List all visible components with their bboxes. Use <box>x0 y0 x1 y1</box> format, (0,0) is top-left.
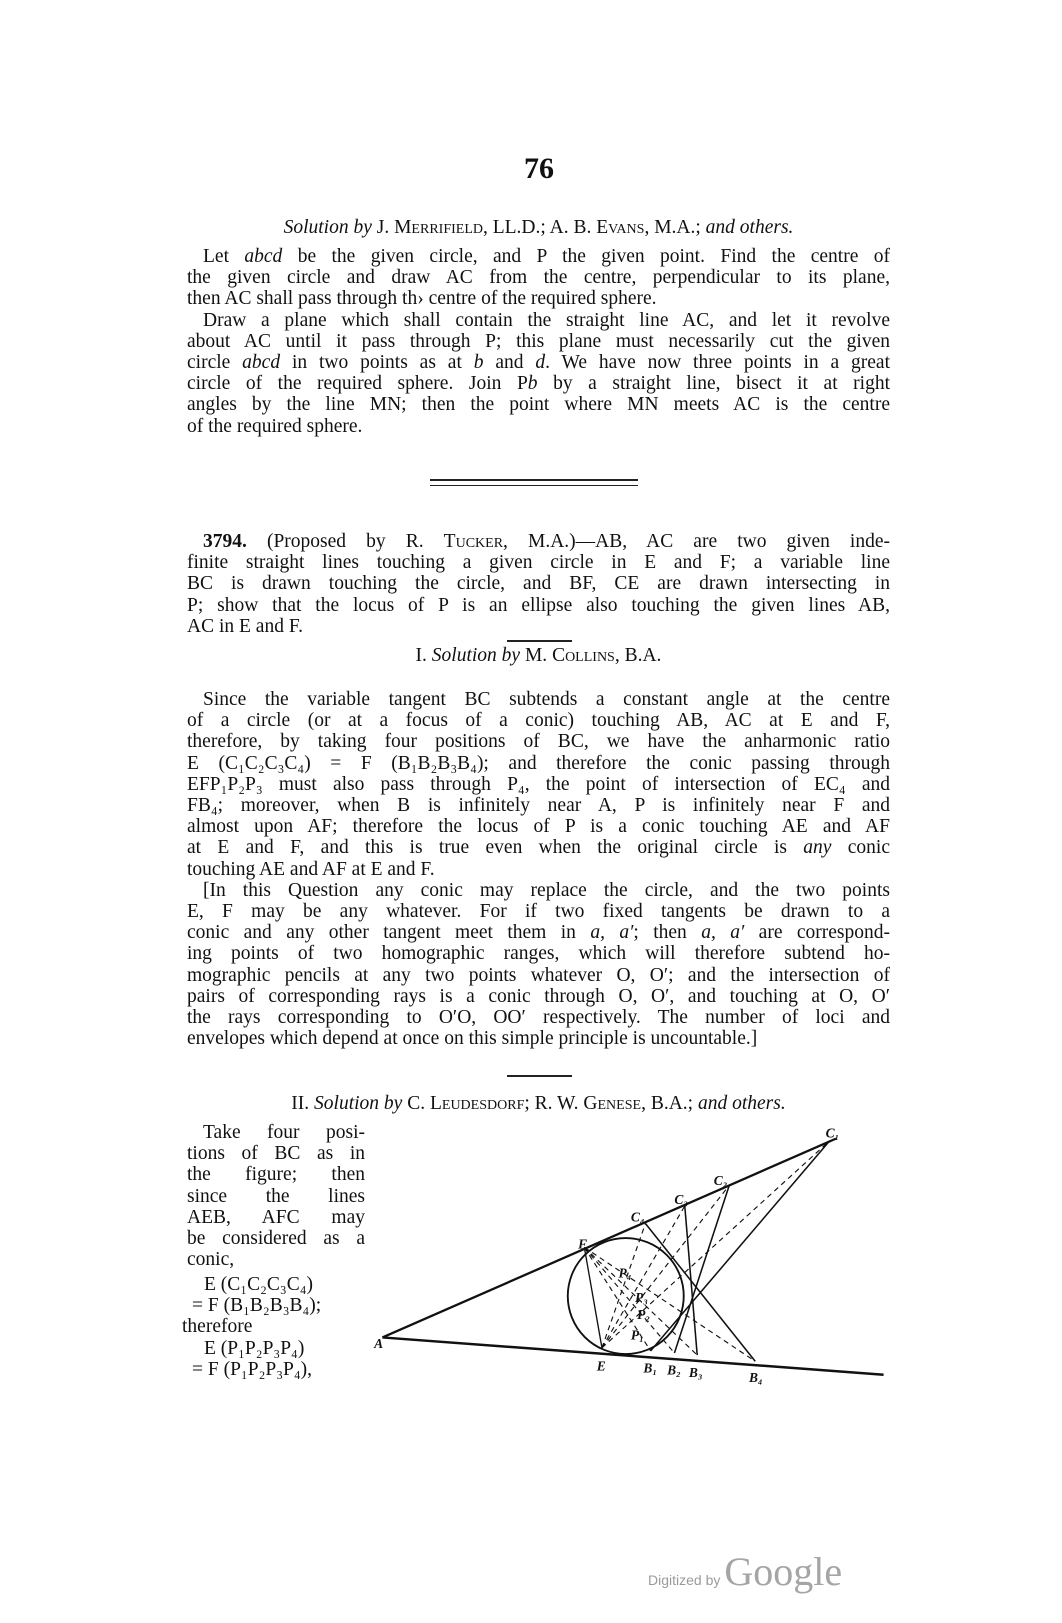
label-B4: B₄ <box>748 1369 763 1385</box>
text-line <box>187 1186 365 1207</box>
text-segment: Merrifield <box>394 217 483 238</box>
text-line <box>187 246 890 267</box>
text-segment: by a straight line, bisect it at right <box>537 373 890 395</box>
text-segment: [In this Question any conic may replace the circle, and the two points <box>203 879 890 901</box>
text-segment: Tucker <box>443 531 504 552</box>
watermark-prefix: Digitized by <box>648 1572 721 1588</box>
text-segment: any <box>803 837 832 859</box>
text-line <box>187 595 890 616</box>
text-line <box>187 880 890 901</box>
line-AFC <box>382 1139 836 1338</box>
text-segment: 3794. <box>203 531 247 552</box>
text-line <box>187 331 890 352</box>
text-segment: Draw a plane which shall contain the straight line AC, and let it revolve <box>203 309 890 331</box>
text-segment: Solution by <box>314 1093 403 1114</box>
text-line <box>187 352 890 373</box>
equations <box>182 1274 382 1380</box>
text-line <box>187 1143 365 1164</box>
text-segment: E (C₁C₂C₃C₄) = F (B₁B₂B₃B₄); and therefore the conic passing through <box>187 752 890 774</box>
label-F: F <box>578 1236 588 1252</box>
label-P4: P₄ <box>618 1265 632 1281</box>
text-segment: EFP₁P₂P₃ must also pass through P₄, the point of intersection of EC₄ and <box>187 773 890 795</box>
text-line <box>187 731 890 752</box>
text-line <box>187 1164 365 1185</box>
label-B2: B₂ <box>667 1362 681 1378</box>
text-line <box>187 1249 365 1270</box>
text-line <box>187 710 890 731</box>
text-segment: a, a′ <box>590 922 634 944</box>
text-segment: in two points as at <box>280 352 474 374</box>
label-C4: C₄ <box>630 1209 645 1225</box>
text-line <box>187 795 890 816</box>
label-C1: C₁ <box>825 1125 840 1141</box>
text-segment: Solution by <box>283 217 372 238</box>
text-segment: a, a′ <box>701 922 745 944</box>
text-segment: , B.A.; <box>641 1093 698 1114</box>
text-segment: . We have now three points in a great <box>545 352 890 374</box>
question-3794 <box>187 531 890 637</box>
text-segment: touching AE and AF at E and F. <box>187 858 435 880</box>
text-segment: P; show that the locus of P is an ellipse also touching the given lines AB, <box>187 594 890 616</box>
text-segment: and <box>483 352 536 374</box>
solution-heading-collins <box>187 645 890 666</box>
text-line <box>187 267 890 288</box>
solution-body-collins <box>187 689 890 1049</box>
text-line <box>187 965 890 986</box>
text-segment: tions of BC as in <box>187 1143 365 1165</box>
text-segment: b <box>527 373 538 395</box>
text-line <box>187 310 890 331</box>
text-segment: b <box>473 352 484 374</box>
text-segment: circle of the required sphere. Join P <box>187 373 528 395</box>
text-segment: Solution by <box>431 645 521 666</box>
text-line <box>187 394 890 415</box>
text-segment: of a circle (or at a focus of a conic) touching AB, AC at E and F, <box>187 710 890 732</box>
label-P1: P₁ <box>630 1327 644 1343</box>
text-segment: (Proposed by R. <box>246 531 444 552</box>
digitized-by-google-watermark <box>648 1548 842 1595</box>
label-P3: P₃ <box>635 1290 648 1306</box>
equation-line: = F (P₁P₂P₃P₄), <box>192 1358 313 1380</box>
text-line <box>187 1122 365 1143</box>
text-line <box>187 901 890 922</box>
text-segment: I. <box>415 645 432 666</box>
text-segment: BC is drawn touching the circle, and BF, CE are drawn intersecting in <box>187 573 890 595</box>
text-segment: M. <box>520 645 553 666</box>
equation-line: E (C₁C₂C₃C₄) <box>204 1274 313 1295</box>
text-line <box>187 943 890 964</box>
text-segment: Take four posi- <box>203 1122 365 1143</box>
text-segment: circle <box>187 352 243 374</box>
text-segment: AEB, AFC may <box>187 1206 365 1228</box>
text-segment: the figure; then <box>187 1164 365 1186</box>
text-line <box>187 573 890 594</box>
text-segment: conic <box>831 837 890 859</box>
text-segment: , M.A.)—AB, AC are two given inde- <box>503 531 890 552</box>
text-segment: angles by the line MN; then the point where MN meets AC is the centre <box>187 394 890 416</box>
text-segment: therefore, by taking four positions of BC, we have the anharmonic ratio <box>187 731 890 753</box>
text-line <box>187 531 890 552</box>
text-line <box>187 816 890 837</box>
text-segment: ; R. W. <box>524 1093 584 1114</box>
page-number: 76 <box>524 152 554 185</box>
line-FE <box>584 1247 602 1347</box>
text-line <box>187 774 890 795</box>
text-line <box>187 1007 890 1028</box>
google-logo: Google <box>724 1549 843 1594</box>
text-line <box>187 859 890 880</box>
label-C2: C₂ <box>713 1173 728 1189</box>
label-E: E <box>596 1358 606 1374</box>
text-segment: , B.A. <box>614 645 662 666</box>
text-segment: Collins <box>552 645 615 666</box>
text-segment: conic, <box>187 1249 235 1271</box>
text-segment: Since the variable tangent BC subtends a constant angle at the centre <box>203 689 890 710</box>
tangent-B1C1 <box>651 1141 830 1351</box>
geometric-figure <box>373 1120 893 1412</box>
text-segment: of the required sphere. <box>187 415 363 437</box>
label-B1: B₁ <box>643 1360 658 1376</box>
solution-heading-merrifield <box>187 217 890 238</box>
text-line <box>187 1228 365 1249</box>
text-segment: be the given circle, and P the given point. Find the centre of <box>282 246 891 267</box>
text-segment: and others. <box>697 1093 786 1114</box>
text-segment: d <box>535 352 546 374</box>
section-divider-thin <box>430 485 638 486</box>
text-line <box>187 837 890 858</box>
text-line <box>187 1028 890 1049</box>
line-AEB <box>382 1337 883 1374</box>
text-segment: abcd <box>242 352 281 374</box>
text-line <box>187 753 890 774</box>
text-line <box>187 616 890 637</box>
text-segment: Leudesdorf <box>429 1093 525 1114</box>
text-segment: mographic pencils at any two points whatever O, O′; and the intersection of <box>187 964 890 986</box>
label-C3: C₃ <box>674 1191 689 1207</box>
text-segment: , M.A.; <box>644 217 706 238</box>
text-segment: Let <box>203 246 245 267</box>
equation-line: therefore <box>182 1316 253 1338</box>
text-line <box>187 986 890 1007</box>
text-segment: AC in E and F. <box>187 615 303 637</box>
text-segment: pairs of corresponding rays is a conic through O, O′, and touching at O, O′ <box>187 985 890 1007</box>
text-segment: almost upon AF; therefore the locus of P is a conic touching AE and AF <box>187 816 890 838</box>
text-segment: abcd <box>244 246 283 267</box>
heading-line <box>187 1093 890 1114</box>
solution-left-column <box>187 1122 365 1270</box>
text-segment: finite straight lines touching a given circle in E and F; a variable line <box>187 552 890 574</box>
label-P2: P₂ <box>637 1306 651 1322</box>
equation-line: E (P₁P₂P₃P₄) <box>204 1337 305 1359</box>
label-B3: B₃ <box>688 1364 703 1380</box>
text-segment: ing points of two homographic ranges, which will therefore subtend ho- <box>187 943 890 965</box>
text-segment: the given circle and draw AC from the centre, perpendicular to its plane, <box>187 267 890 289</box>
section-divider <box>430 479 638 481</box>
text-segment: since the lines <box>187 1185 365 1207</box>
heading-line <box>187 217 890 238</box>
text-segment: are correspond- <box>744 922 891 944</box>
text-segment: envelopes which depend at once on this simple principle is uncountable.] <box>187 1028 758 1050</box>
text-segment: FB₄; moreover, when B is infinitely near A, P is infinitely near F and <box>187 795 890 817</box>
text-line <box>187 689 890 710</box>
text-segment: be considered as a <box>187 1228 365 1250</box>
text-segment: II. <box>291 1093 315 1114</box>
label-A: A <box>374 1335 384 1351</box>
text-segment: Evans <box>596 217 645 238</box>
text-segment: C. <box>402 1093 430 1114</box>
text-segment: then AC shall pass through th› centre of the required sphere. <box>187 288 657 310</box>
solution-heading-leudesdorf <box>187 1093 890 1114</box>
text-line <box>187 922 890 943</box>
text-segment: the rays corresponding to O′O, OO′ respectively. The number of loci and <box>187 1007 890 1029</box>
equation-line: = F (B₁B₂B₃B₄); <box>192 1295 322 1317</box>
text-line <box>187 288 890 309</box>
text-line <box>187 1207 365 1228</box>
text-segment: Genese <box>583 1093 642 1114</box>
short-rule-2 <box>507 1075 572 1077</box>
short-rule-1 <box>507 640 572 642</box>
text-segment: conic and any other tangent meet them in <box>187 922 591 944</box>
text-line <box>187 416 890 437</box>
text-segment: at E and F, and this is true even when the original circle is <box>187 837 804 859</box>
text-segment: about AC until it pass through P; this plane must necessarily cut the given <box>187 330 890 352</box>
heading-line <box>187 645 890 666</box>
text-segment: E, F may be any whatever. For if two fixed tangents be drawn to a <box>187 901 890 923</box>
text-segment: , LL.D.; A. B. <box>482 217 597 238</box>
text-segment: ; then <box>633 922 702 944</box>
text-line <box>187 373 890 394</box>
text-segment: and others. <box>705 217 794 238</box>
text-line <box>187 552 890 573</box>
solution-body-merrifield <box>187 246 890 437</box>
text-segment: J. <box>371 217 395 238</box>
